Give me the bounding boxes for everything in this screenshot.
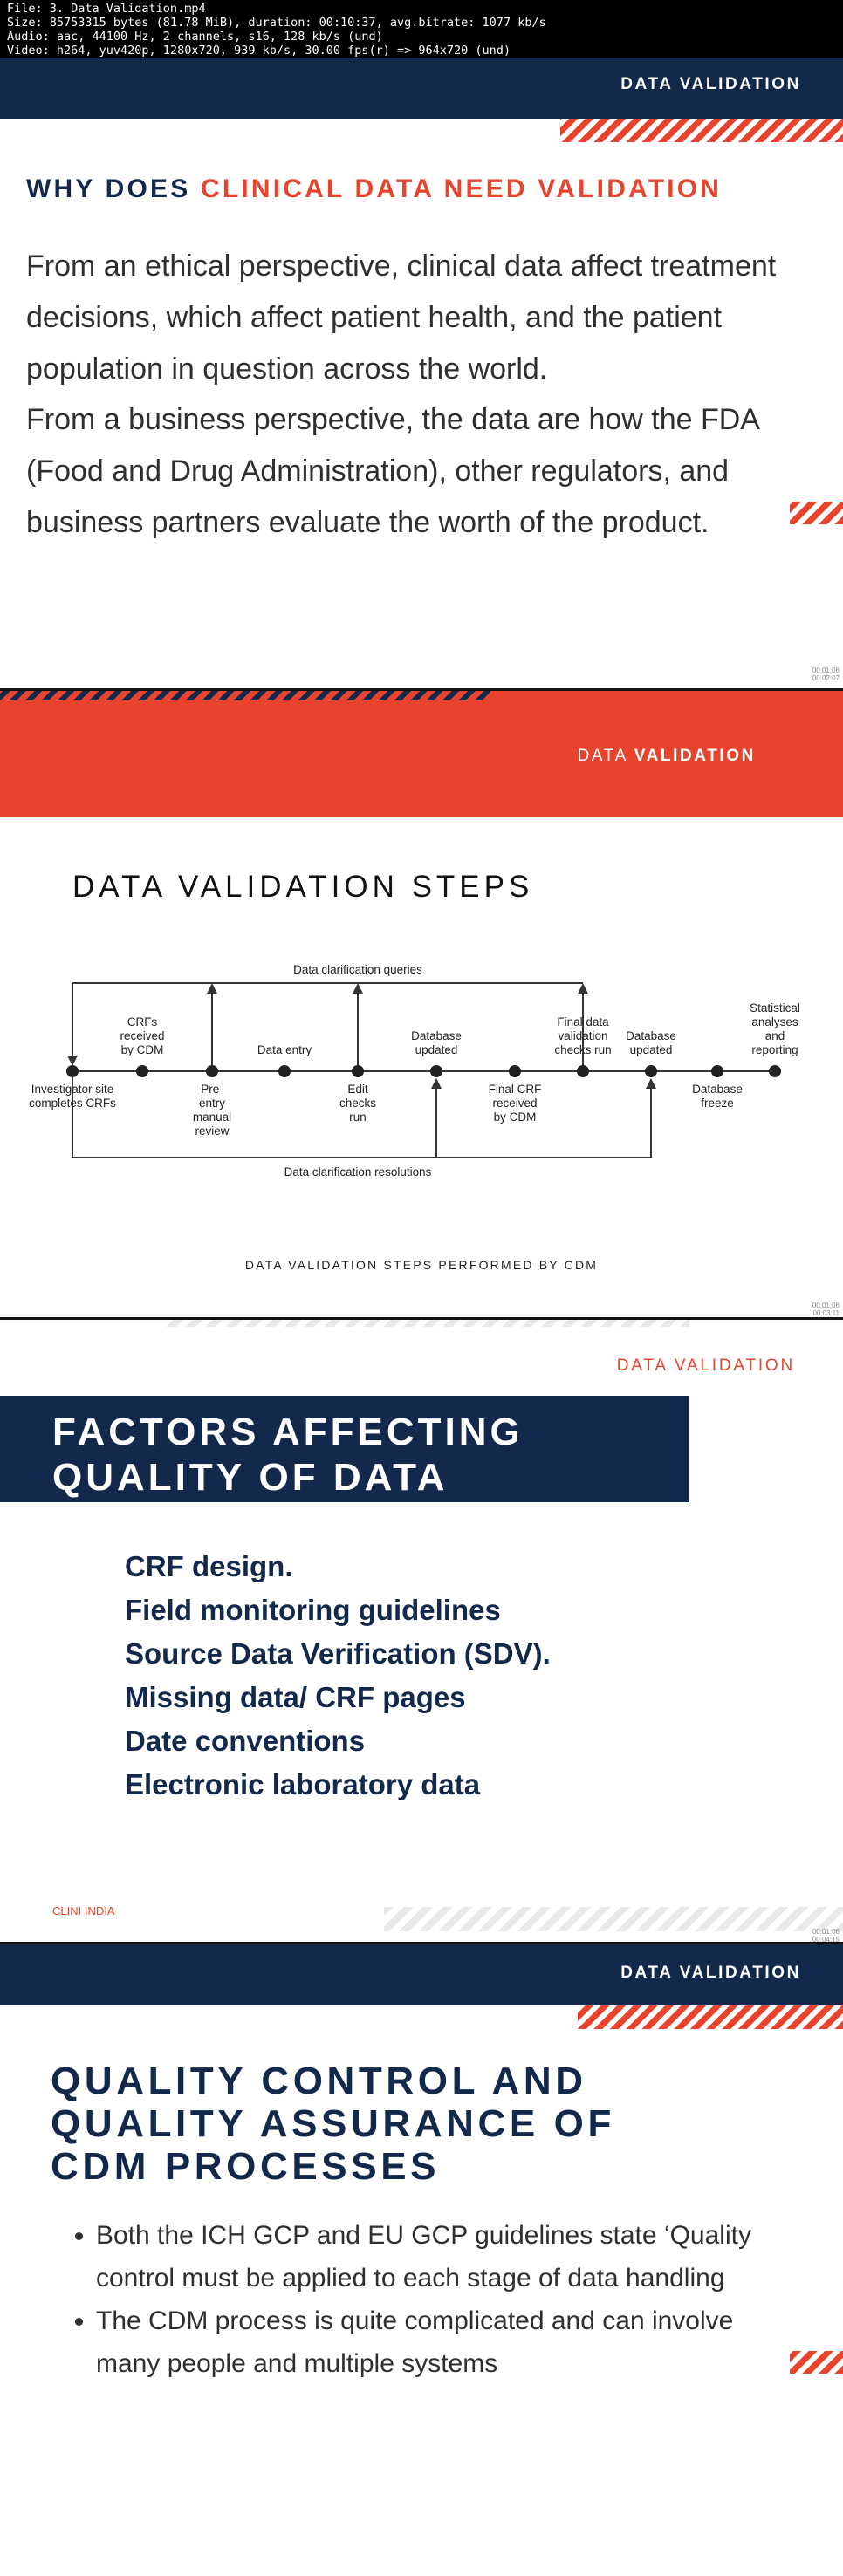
hatch-stripe-gray-bottom [384, 1907, 843, 1931]
list-item: Field monitoring guidelines [125, 1594, 501, 1626]
slide-title: DATA VALIDATION STEPS [72, 870, 534, 904]
resolution-label: Data clarification resolutions [284, 1165, 432, 1179]
band-label: DATA VALIDATION [620, 75, 801, 93]
paragraph-business: From a business perspective, the data are how the FDA (Food and Drug Administration), other regulators, and business partners evaluate the worth of the product. [26, 403, 759, 539]
step-label: Statistical analyses and reporting [750, 1001, 800, 1056]
file-info-header [0, 0, 843, 58]
title-line: CDM PROCESSES [51, 2145, 441, 2188]
timestamp [812, 666, 840, 682]
step-node [577, 1065, 589, 1077]
step-node [509, 1065, 521, 1077]
step-label: Database freeze [692, 1083, 743, 1110]
step-node [66, 1065, 79, 1077]
step-label: Pre-entry manual review [192, 1083, 232, 1138]
step-node [206, 1065, 218, 1077]
slide-why-validation [0, 58, 843, 688]
step-label: Final CRF received by CDM [488, 1083, 542, 1124]
step-node [352, 1065, 364, 1077]
title-line: QUALITY CONTROL AND [51, 2060, 587, 2102]
bullet-list [96, 2214, 794, 2385]
title-line: QUALITY ASSURANCE OF [51, 2102, 615, 2145]
bullet-item: • Both the ICH GCP and EU GCP guidelines state ‘Quality control must be applied to each stage of data handling [96, 2214, 794, 2299]
file-info-line: Audio: aac, 44100 Hz, 2 channels, s16, 128 kb/s (und) [7, 30, 383, 44]
timestamp [812, 1928, 840, 1942]
list-item: Electronic laboratory data [125, 1768, 481, 1800]
step-node [769, 1065, 781, 1077]
diagram-caption: DATA VALIDATION STEPS PERFORMED BY CDM [244, 1258, 599, 1272]
arrow-head [431, 1078, 442, 1089]
timestamp-a: 00:01:06 [812, 1302, 840, 1309]
factors-list [125, 1545, 551, 1807]
validation-flow-diagram [0, 691, 843, 1317]
band-label-bold: VALIDATION [634, 747, 756, 765]
step-label: Edit checks run [339, 1083, 377, 1124]
slide-title [52, 1410, 524, 1500]
title-line: FACTORS AFFECTING [52, 1411, 524, 1453]
arrow-head [67, 1056, 78, 1066]
slide-title [51, 2060, 615, 2188]
title-prefix: WHY DOES [26, 174, 201, 203]
step-label: Database updated [411, 1029, 462, 1056]
list-item: Date conventions [125, 1725, 366, 1757]
step-label: Investigator site completes CRFs [29, 1083, 116, 1110]
step-label: CRFs received by CDM [120, 1015, 165, 1056]
list-item: CRF design. [125, 1550, 293, 1582]
title-accent: CLINICAL DATA NEED VALIDATION [200, 174, 723, 203]
band-label: DATA VALIDATION [620, 1964, 801, 1982]
arrow-head [207, 983, 217, 994]
slide-title [26, 174, 722, 204]
step-node [711, 1065, 723, 1077]
timestamp-b: 00:04:15 [812, 1936, 840, 1942]
step-label: Final data validation checks run [554, 1015, 612, 1056]
slide-body [26, 241, 794, 549]
file-info-line: File: 3. Data Validation.mp4 [7, 2, 206, 16]
hatch-stripe-gray [166, 1320, 689, 1327]
arrow-head [353, 983, 363, 994]
step-label: Data entry [257, 1043, 312, 1056]
step-node [645, 1065, 657, 1077]
list-item: Missing data/ CRF pages [125, 1681, 466, 1713]
timestamp-a: 00:01:06 [812, 1928, 840, 1936]
slide-quality-control [0, 1944, 843, 2576]
timestamp [812, 1302, 840, 1317]
hatch-stripe-side [790, 502, 843, 524]
step-label: Database updated [626, 1029, 676, 1056]
hatch-stripe [560, 119, 843, 142]
slide-validation-steps [0, 691, 843, 1317]
timestamp-b: 00:02:07 [812, 674, 840, 682]
hatch-stripe [578, 2005, 843, 2029]
timestamp-b: 00:03:11 [812, 1309, 840, 1317]
brand-name: CLINI INDIA [52, 1904, 115, 1917]
file-info-line: Video: h264, yuv420p, 1280x720, 939 kb/s, 30.00 fps(r) => 964x720 (und) [7, 44, 511, 58]
hatch-stripe-side [790, 2351, 843, 2374]
query-label: Data clarification queries [293, 963, 422, 976]
step-node [430, 1065, 442, 1077]
slide-quality-factors [0, 1320, 843, 1942]
band-label-plain: DATA [577, 747, 634, 765]
timestamp-a: 00:01:06 [812, 666, 840, 674]
arrow-head [646, 1078, 656, 1089]
title-line: QUALITY OF DATA [52, 1456, 449, 1499]
file-info-line: Size: 85753315 bytes (81.78 MiB), duration: 00:10:37, avg.bitrate: 1077 kb/s [7, 16, 546, 30]
arrow-head [578, 983, 588, 994]
bullet-item: • The CDM process is quite complicated and can involve many people and multiple systems [96, 2299, 794, 2385]
list-item: Source Data Verification (SDV). [125, 1637, 551, 1670]
section-label: DATA VALIDATION [616, 1356, 795, 1375]
paragraph-ethical: From an ethical perspective, clinical data affect treatment decisions, which affect patient health, and the patient population in question across the world. [26, 249, 777, 386]
step-node [278, 1065, 291, 1077]
step-node [136, 1065, 148, 1077]
